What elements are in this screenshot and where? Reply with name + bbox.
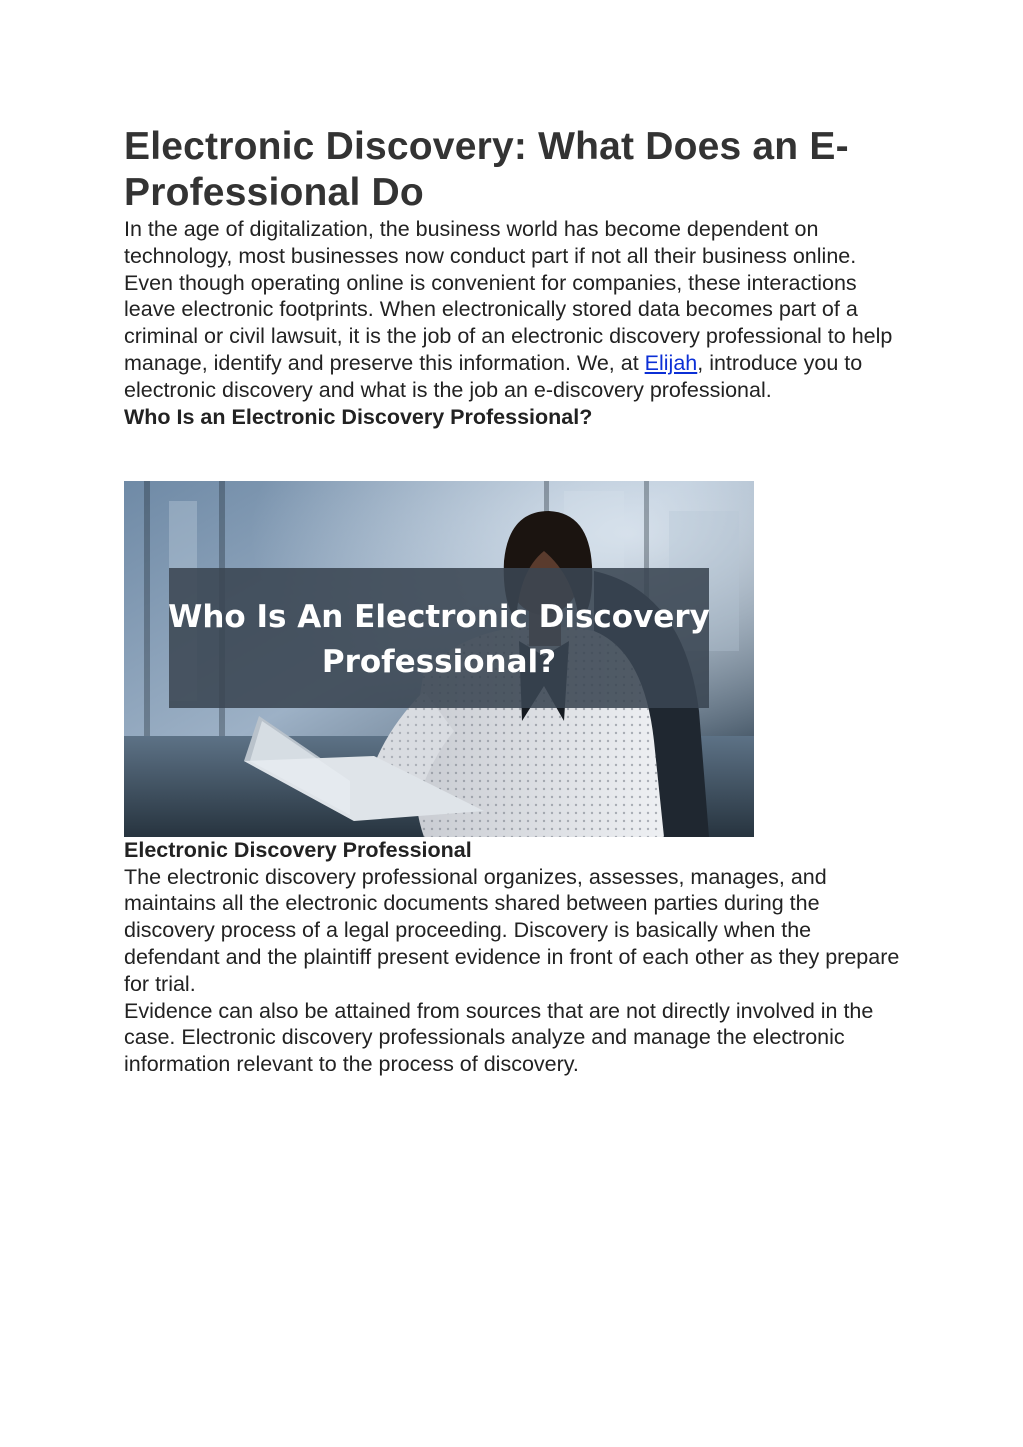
section-heading-professional: Electronic Discovery Professional — [124, 837, 472, 862]
hero-overlay-line-2: Professional? — [321, 643, 557, 680]
article-title: Electronic Discovery: What Does an E-Professional Do — [124, 125, 849, 214]
hero-overlay-line-1: Who Is An Electronic Discovery — [168, 598, 710, 635]
paragraph-evidence-sources: Evidence can also be attained from sources that are not directly involved in the case. Electronic discovery professionals analyze and manage the electronic information relevant to the process of discovery. — [124, 998, 874, 1077]
elijah-link[interactable]: Elijah — [644, 350, 698, 375]
intro-text-start: In the age of digitalization, the business world has become dependent on technology, most businesses now conduct part if not all their business online. Even though operating online is convenient for companies, these interactions leave electronic footprints. When electronically stored data becomes part of a criminal or civil lawsuit, it is the job of an electronic discovery professional to help manage, identify and preserve this information. We, at — [124, 217, 893, 375]
hero-image — [124, 481, 754, 837]
section-heading-who-is: Who Is an Electronic Discovery Professional? — [124, 404, 593, 429]
intro-paragraph — [124, 216, 904, 404]
intro-text-end: , introduce you to electronic discovery and what is the job an e-discovery professional. — [124, 350, 863, 402]
article — [124, 124, 904, 1078]
paragraph-professional-role: The electronic discovery professional organizes, assesses, manages, and maintains all the electronic documents shared between parties during the discovery process of a legal proceeding. Discovery is basically when the defendant and the plaintiff present evidence in front of each other as they prepare for trial. — [124, 864, 900, 996]
